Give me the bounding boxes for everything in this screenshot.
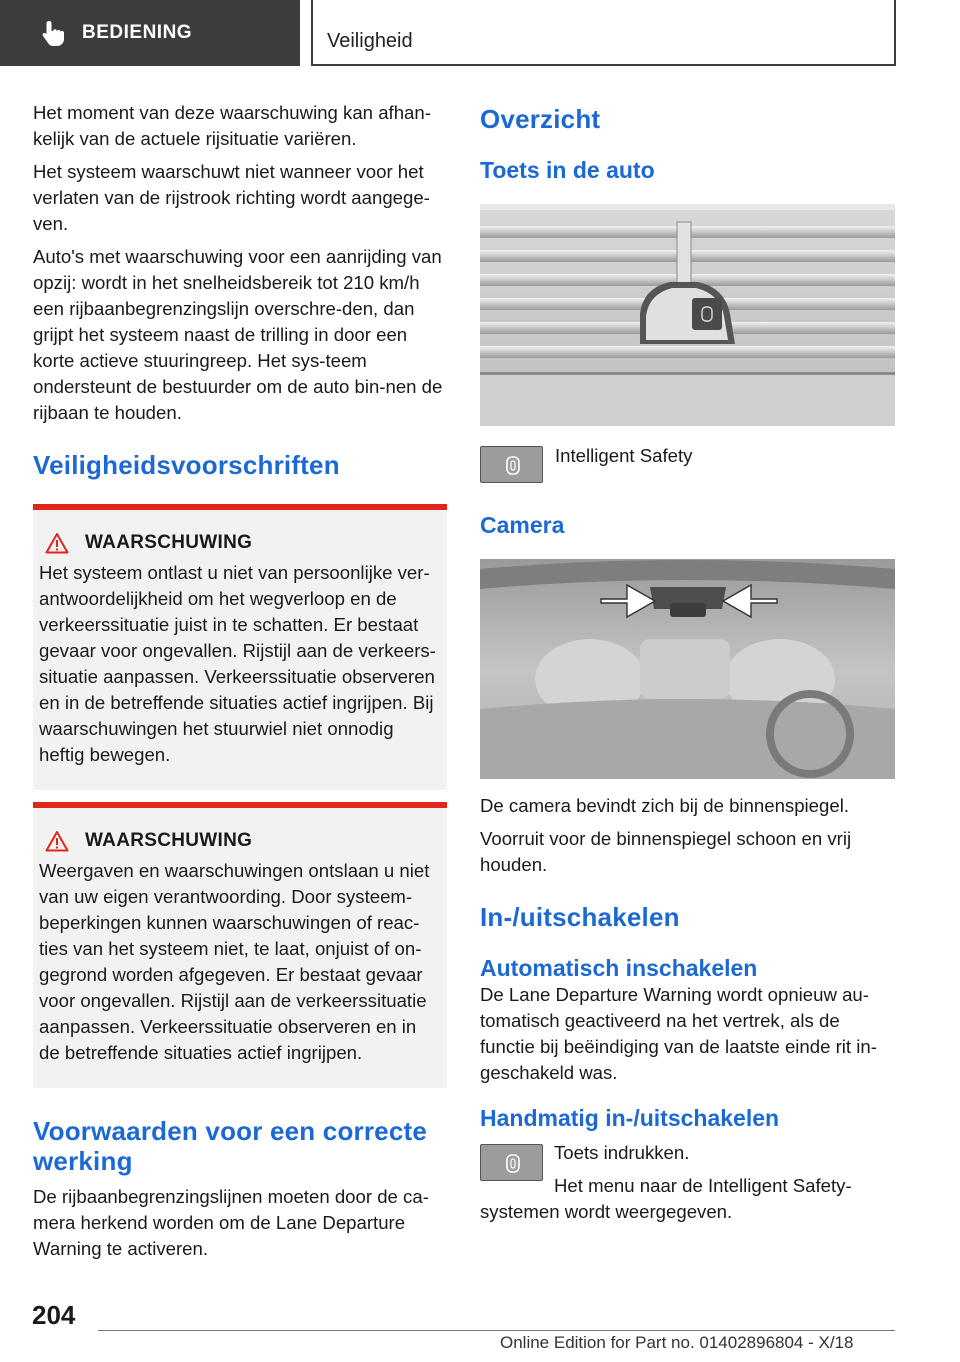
heading-safety: Veiligheidsvoorschriften <box>33 450 340 480</box>
heading-button: Toets in de auto <box>480 157 655 183</box>
chapter-frame <box>311 0 896 66</box>
footer-edition: Online Edition for Part no. 01402896804 - X/18 <box>500 1333 854 1352</box>
heading-overview: Overzicht <box>480 104 601 134</box>
warning-triangle-icon <box>45 830 69 852</box>
hand-pointer-icon <box>38 18 68 48</box>
right-column <box>480 100 895 1232</box>
left-column <box>33 100 447 1269</box>
heading-automatic: Automatisch inschakelen <box>480 955 758 981</box>
paragraph-no-warning: Het systeem waarschuwt niet wanneer voor het verlaten van de rijstrook richting wordt aangege-ven. <box>33 161 430 234</box>
chapter-label: Veiligheid <box>327 30 413 52</box>
paragraph-camera-clean: Voorruit voor de binnenspiegel schoon en vrij houden. <box>480 828 852 875</box>
paragraph-menu-shown: Het menu naar de Intelligent Safety-systemen wordt weergegeven. <box>480 1175 852 1222</box>
warning-box <box>33 802 447 1088</box>
warning-title: WAARSCHUWING <box>85 830 253 851</box>
section-tab <box>0 0 300 66</box>
paragraph-side-collision: Auto's met waarschuwing voor een aanrijding van opzij: wordt in het snelheidsbereik tot 210 km/h een rijbaanbegrenzingslijn overschre-den, dan grijpt het systeem naast de trilling in door een korte actieve stuuringreep. Het sys-teem ondersteunt de bestuurder om de auto bin-nen de rijbaan te houden. <box>33 246 443 423</box>
paragraph-automatic: De Lane Departure Warning wordt opnieuw au-tomatisch geactiveerd na het vertrek, als de functie bij beëindiging van de laatste einde rit in-geschakeld was. <box>480 984 877 1083</box>
page-number: 204 <box>32 1300 76 1330</box>
warning-box <box>33 504 447 790</box>
section-label: BEDIENING <box>82 22 193 43</box>
key-label: Intelligent Safety <box>555 445 693 466</box>
paragraph-conditions: De rijbaanbegrenzingslijnen moeten door de ca-mera herkend worden om de Lane Departure Warning te activeren. <box>33 1186 429 1259</box>
heading-manual: Handmatig in-/uitschakelen <box>480 1105 780 1131</box>
intelligent-safety-button-icon <box>480 1144 543 1181</box>
key-row <box>480 446 895 483</box>
manual-block <box>480 1140 895 1225</box>
footer-divider <box>98 1330 895 1331</box>
warning-title: WAARSCHUWING <box>85 532 253 553</box>
heading-on-off: In-/uitschakelen <box>480 902 680 932</box>
warning-triangle-icon <box>45 532 69 554</box>
paragraph-camera-location: De camera bevindt zich bij de binnenspiegel. <box>480 795 849 816</box>
button-panel-image <box>480 204 895 426</box>
paragraph-press-button: Toets indrukken. <box>554 1142 690 1163</box>
warning-text: Weergaven en waarschuwingen ontslaan u niet van uw eigen verantwoording. Door systeem-beperkingen kunnen waarschuwingen of reac-ties van het systeem niet, te laat, onjuist of on-gegrond worden afgegeven. Er bestaat gevaar voor ongevallen. Rijstijl aan de verkeerssituatie aanpassen. Verkeerssituatie observeren en in de betreffende situaties actief ingrijpen. <box>39 860 430 1063</box>
paragraph-timing: Het moment van deze waarschuwing kan afhan-kelijk van de actuele rijsituatie variëren. <box>33 102 431 149</box>
camera-location-image <box>480 559 895 779</box>
heading-conditions: Voorwaarden voor een correcte werking <box>33 1116 428 1176</box>
warning-text: Het systeem ontlast u niet van persoonlijke ver-antwoordelijkheid om het wegverloop en de verkeerssituatie juist in te schatten. Er bestaat gevaar voor ongevallen. Rijstijl aan de verkeers-situatie aanpassen. Verkeerssituatie observeren en in de betreffende situaties actief ingrijpen. Bij waarschuwingen het stuurwiel niet onnodig heftig bewegen. <box>39 562 436 765</box>
intelligent-safety-button-icon <box>480 446 543 483</box>
heading-camera: Camera <box>480 512 565 538</box>
